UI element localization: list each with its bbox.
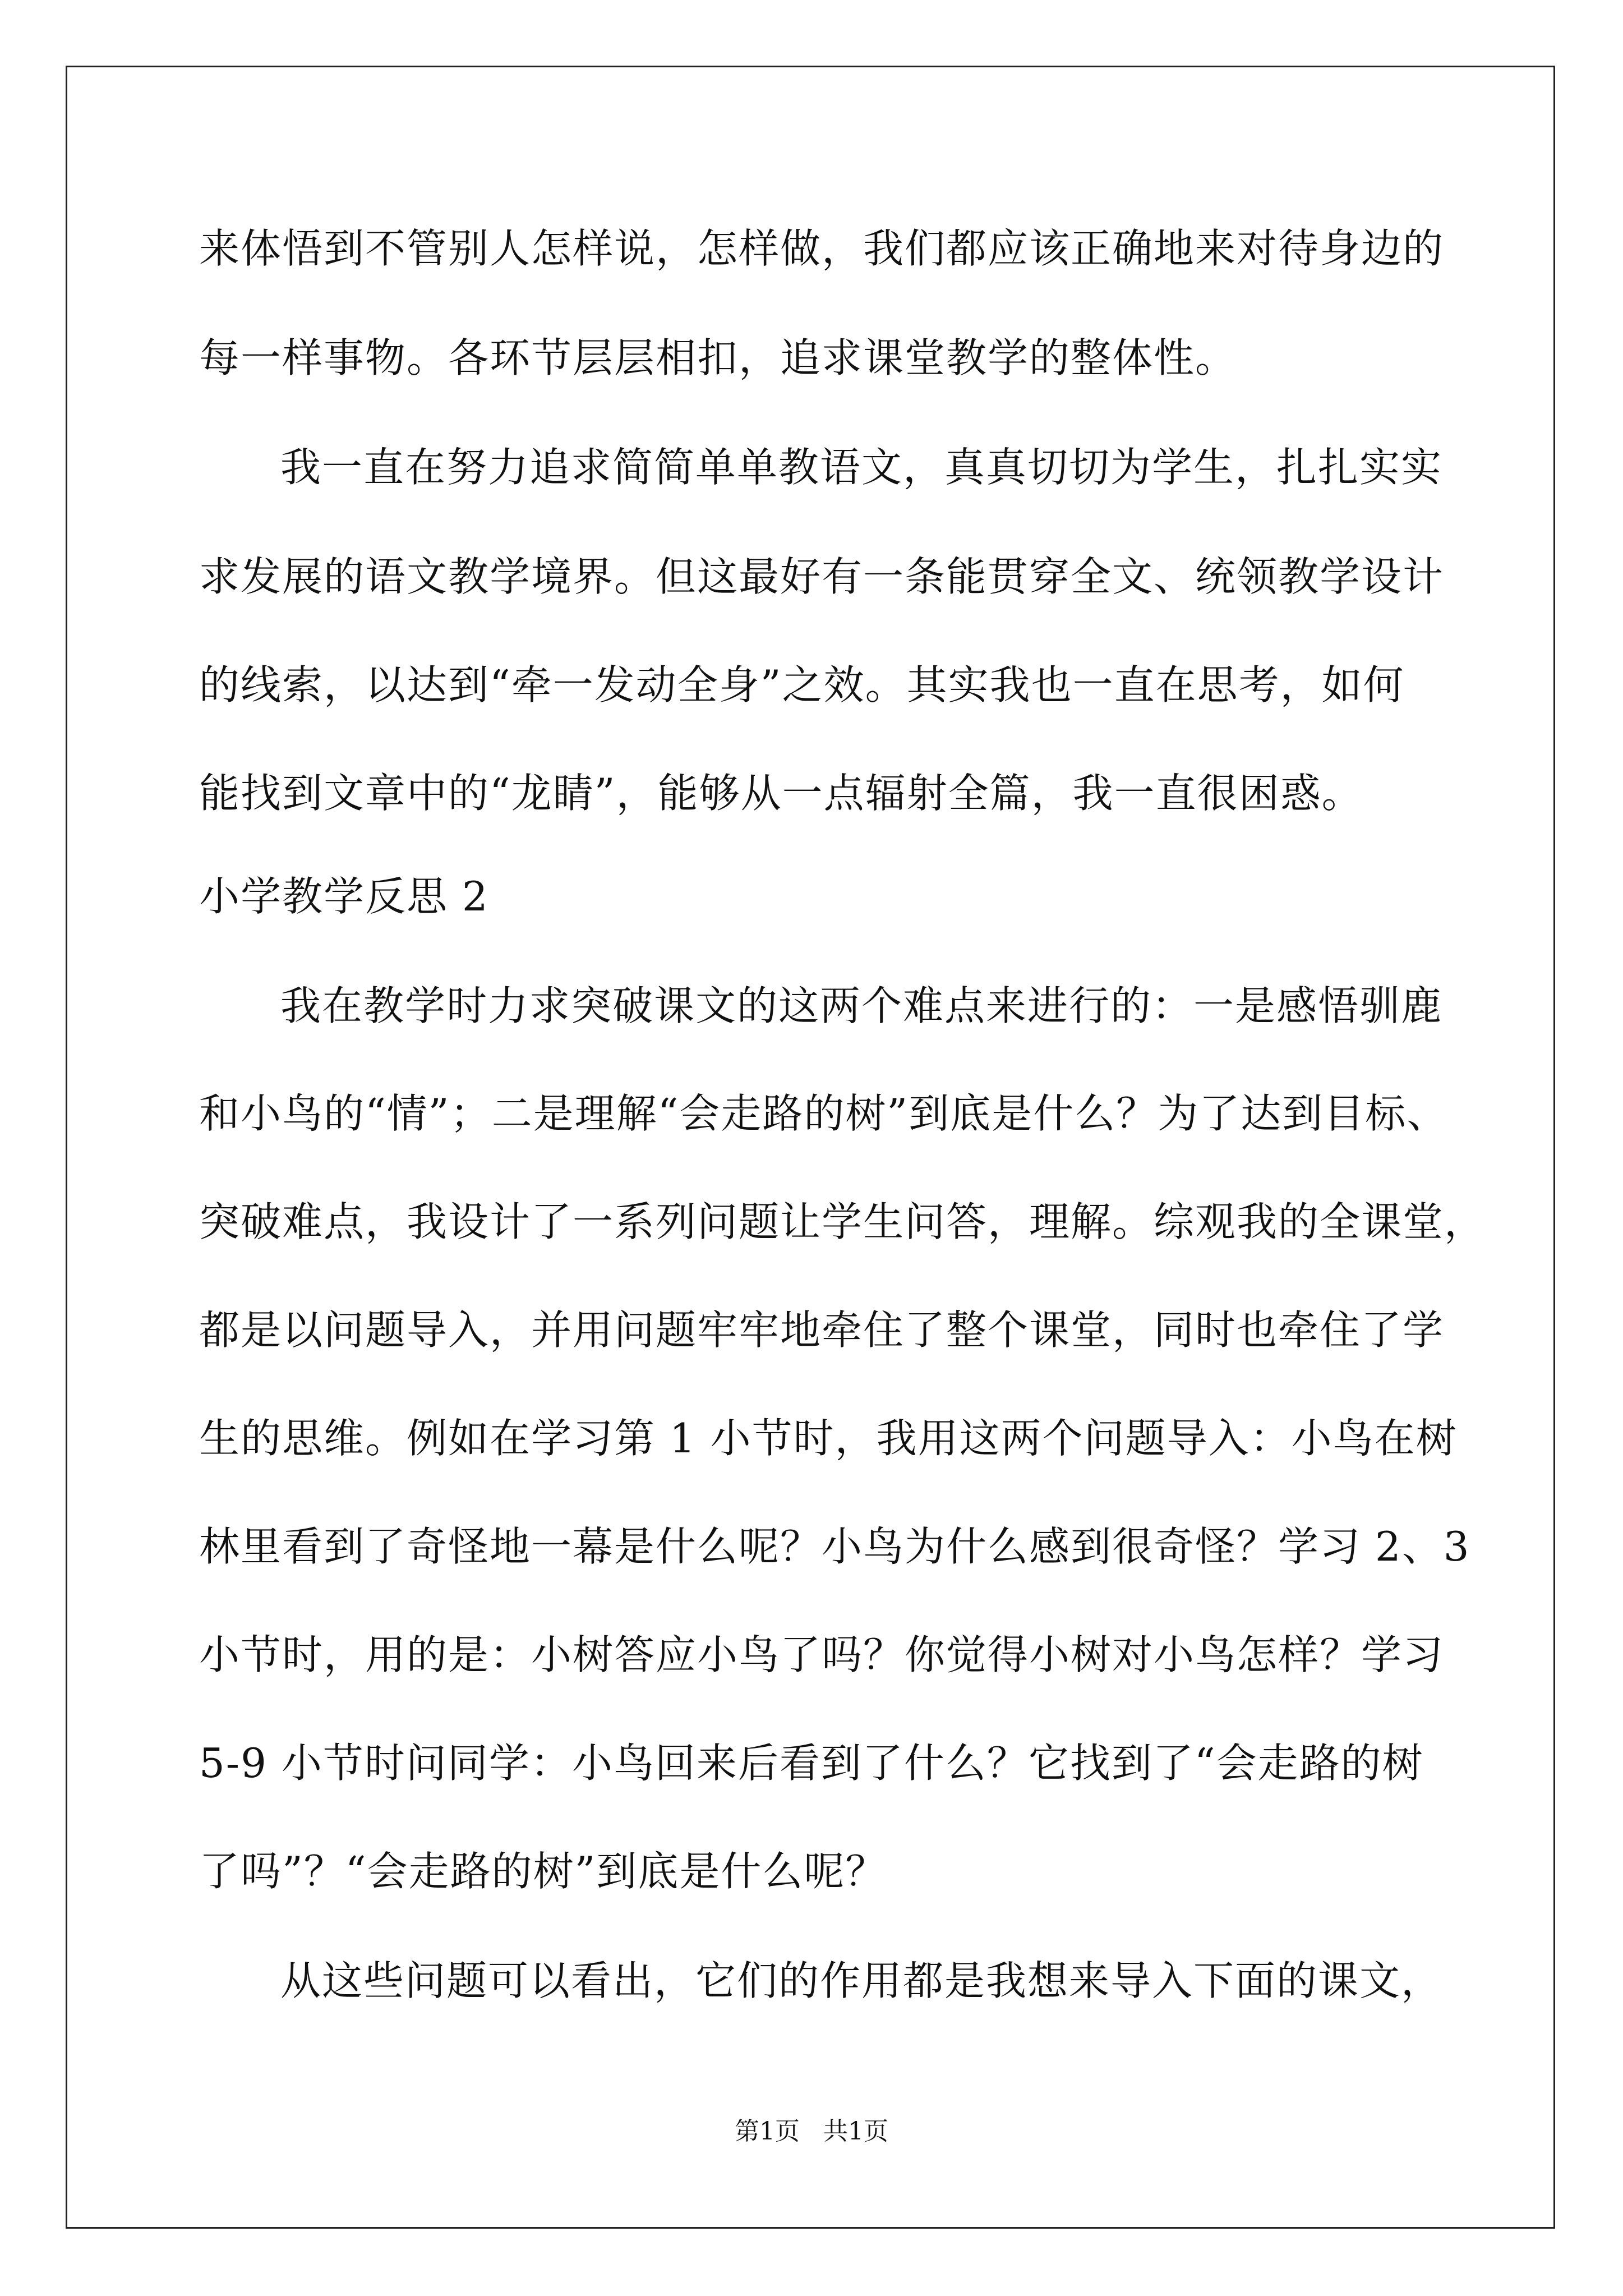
text-line: 能找到文章中的“龙睛”，能够从一点辐射全篇，我一直很困惑。 [199,770,1363,817]
text-line: 小节时，用的是：小树答应小鸟了吗？你觉得小树对小鸟怎样？学习 [199,1631,1445,1678]
text-line: 我在教学时力求突破课文的这两个难点来进行的：一是感悟驯鹿 [280,982,1443,1029]
text-line: 突破难点，我设计了一系列问题让学生问答，理解。综观我的全课堂， [199,1198,1486,1245]
text-line: 和小鸟的“情”；二是理解“会走路的树”到底是什么？为了达到目标、 [199,1090,1449,1137]
section-heading: 小学教学反思 2 [199,873,489,920]
page-footer: 第1页 共1页 [735,2117,888,2146]
text-line: 了吗”？“会走路的树”到底是什么呢？ [199,1848,887,1895]
text-line: 5-9 小节时问同学：小鸟回来后看到了什么？它找到了“会走路的树 [199,1740,1424,1787]
text-line: 生的思维。例如在学习第 1 小节时，我用这两个问题导入：小鸟在树 [199,1415,1458,1462]
text-line: 我一直在努力追求简简单单教语文，真真切切为学生，扎扎实实 [280,444,1443,491]
text-line: 求发展的语文教学境界。但这最好有一条能贯穿全文、统领教学设计 [199,553,1445,600]
text-line: 的线索，以达到“牵一发动全身”之效。其实我也一直在思考，如何 [199,661,1405,708]
text-line: 从这些问题可以看出，它们的作用都是我想来导入下面的课文， [280,1957,1443,2004]
text-line: 都是以问题导入，并用问题牢牢地牵住了整个课堂，同时也牵住了学 [199,1306,1445,1354]
text-line: 来体悟到不管别人怎样说，怎样做，我们都应该正确地来对待身边的 [199,225,1445,272]
page-border [66,66,1555,2229]
text-line: 每一样事物。各环节层层相扣，追求课堂教学的整体性。 [199,334,1237,381]
text-line: 林里看到了奇怪地一幕是什么呢？小鸟为什么感到很奇怪？学习 2、3 [199,1523,1470,1570]
